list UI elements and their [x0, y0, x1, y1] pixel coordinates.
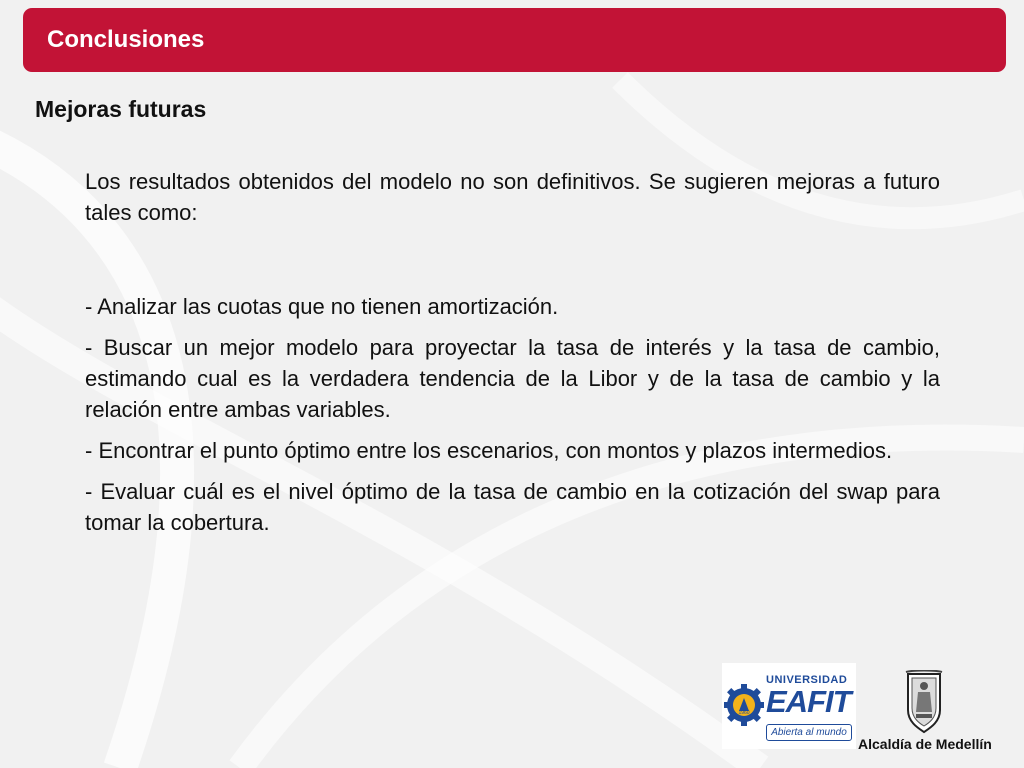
eafit-university-label: UNIVERSIDAD — [766, 674, 848, 686]
content-body — [85, 166, 940, 548]
alcaldia-medellin-name: Alcaldía de Medellín — [858, 736, 992, 752]
list-item: - Encontrar el punto óptimo entre los escenarios, con montos y plazos intermedios. — [85, 438, 893, 463]
eafit-logo — [722, 663, 856, 749]
section-subtitle: Mejoras futuras — [35, 96, 207, 122]
list-item: - Analizar las cuotas que no tienen amortización. — [85, 294, 559, 319]
slide-title: Conclusiones — [47, 26, 205, 53]
alcaldia-medellin-logo — [858, 668, 1008, 758]
eafit-tagline: Abierta al mundo — [766, 724, 852, 741]
coat-of-arms-icon — [902, 670, 946, 734]
list-item: - Evaluar cuál es el nivel óptimo de la tasa de cambio en la cotización del swap para tomar la cobertura. — [85, 479, 940, 535]
header-bar — [23, 8, 1006, 72]
eafit-name: EAFIT — [766, 684, 851, 719]
intro-paragraph: Los resultados obtenidos del modelo no son definitivos. Se sugieren mejoras a futuro tales como: — [85, 169, 940, 225]
eafit-year: 1960 — [738, 710, 750, 716]
list-item: - Buscar un mejor modelo para proyectar la tasa de interés y la tasa de cambio, estimando cual es la verdadera tendencia de la Libor y de la tasa de cambio y la relación entre ambas variables. — [85, 335, 940, 422]
gear-icon — [724, 679, 764, 731]
